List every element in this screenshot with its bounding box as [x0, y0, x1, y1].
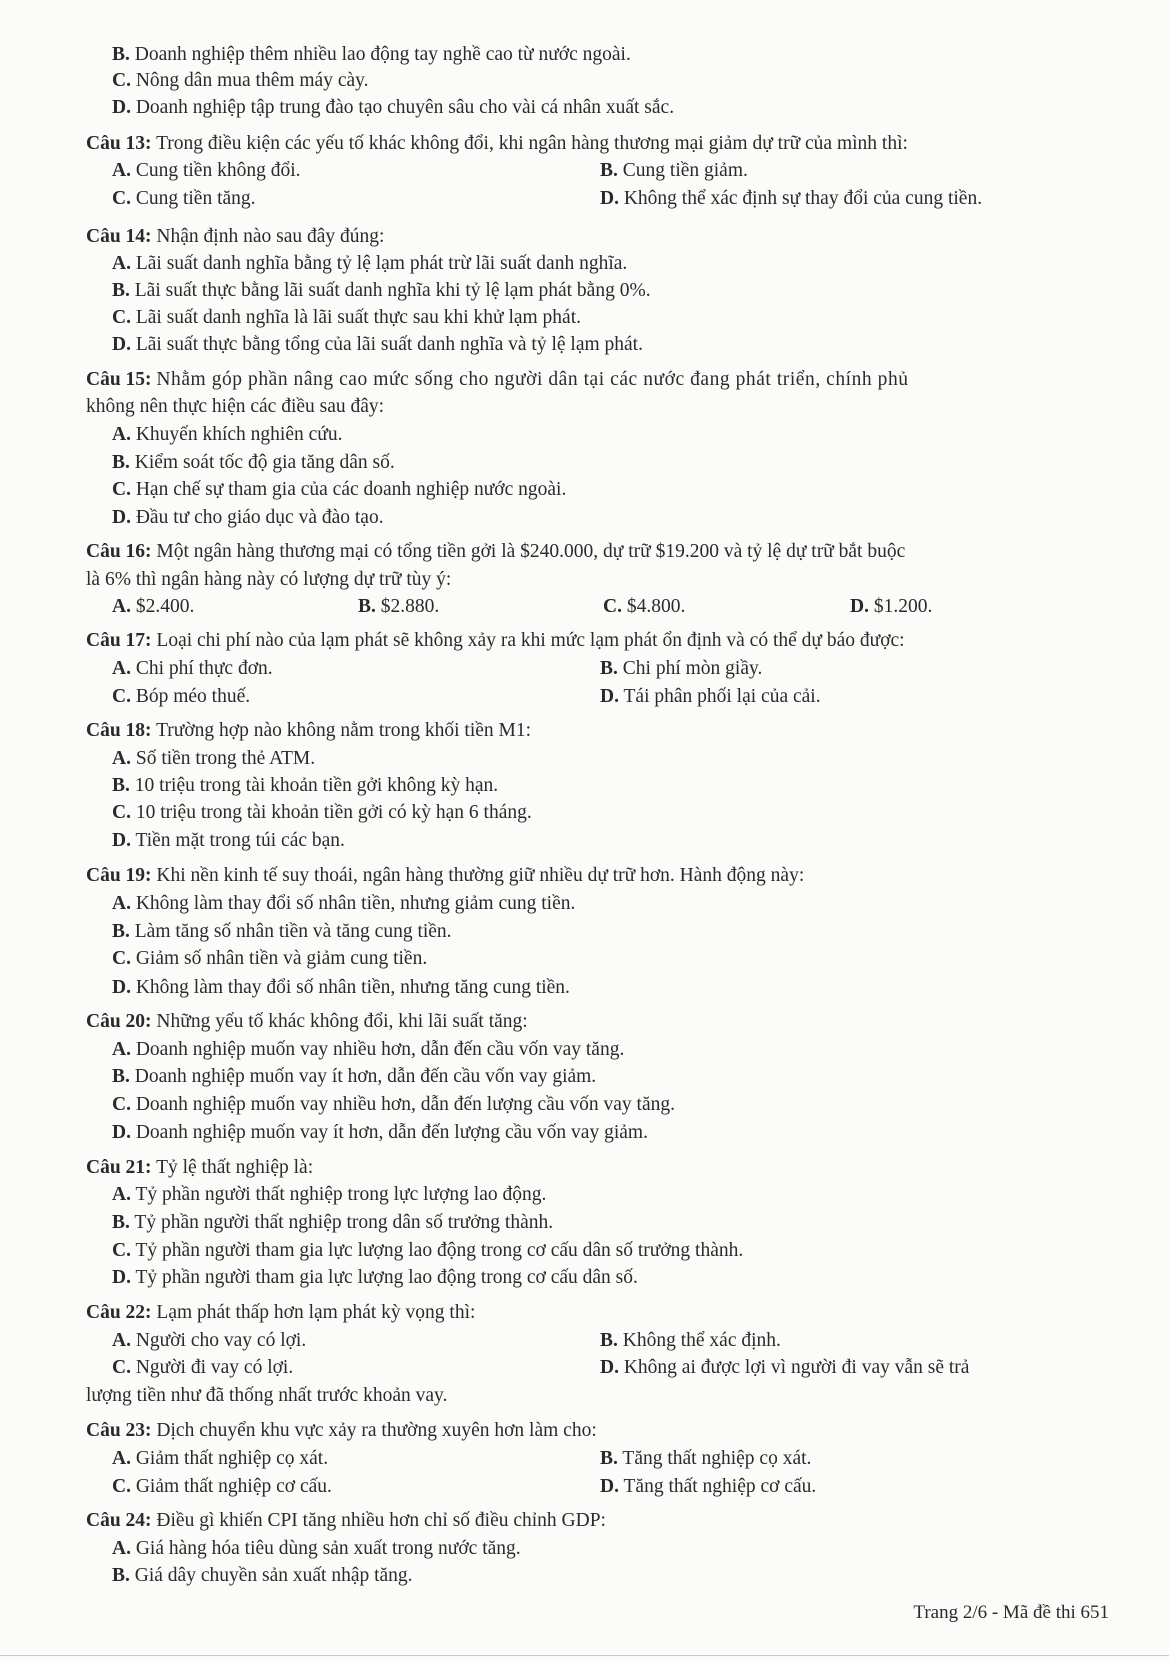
option-label: A.: [112, 1184, 131, 1205]
option-text: Tỷ phần người thất nghiệp trong dân số trưởng thành.: [134, 1212, 554, 1233]
question-text: Điều gì khiến CPI tăng nhiều hơn chỉ số điều chỉnh GDP:: [156, 1510, 606, 1531]
option-a: [112, 656, 273, 682]
option-label: B.: [112, 280, 130, 301]
question-text: Dịch chuyển khu vực xảy ra thường xuyên hơn làm cho:: [156, 1420, 597, 1441]
question-16: [86, 539, 905, 565]
question-14: [86, 224, 384, 250]
option-label: D.: [112, 1122, 131, 1143]
option-a: [112, 1446, 328, 1472]
option-continuation: lượng tiền như đã thống nhất trước khoản vay.: [86, 1385, 448, 1406]
question-text-continuation: không nên thực hiện các điều sau đây:: [86, 396, 385, 417]
option-text: Cung tiền không đổi.: [135, 160, 301, 181]
option-label: A.: [112, 893, 131, 914]
question-number: Câu 20:: [86, 1011, 152, 1032]
question-text-continuation: là 6% thì ngân hàng này có lượng dự trữ tùy ý:: [86, 569, 452, 590]
option-label: C.: [112, 307, 131, 328]
question-22: [86, 1300, 475, 1326]
option-a: [112, 251, 627, 277]
option-b: [600, 158, 748, 184]
question-number: Câu 13:: [86, 133, 152, 154]
question-number: Câu 19:: [86, 865, 152, 886]
option-b: [112, 1563, 413, 1589]
option-label: D.: [112, 334, 131, 355]
option-label: D.: [850, 596, 869, 617]
option-b: [112, 450, 395, 476]
option-a: [112, 1182, 546, 1208]
option-text: $4.800.: [626, 596, 686, 617]
option-label: D.: [112, 1267, 131, 1288]
option-c: [112, 1474, 332, 1500]
option-text: Giá dây chuyền sản xuất nhập tăng.: [134, 1565, 413, 1586]
option-label: C.: [112, 948, 131, 969]
option-d: [600, 684, 821, 710]
option-b: [600, 656, 762, 682]
option-label: D.: [112, 507, 131, 528]
option-text: Người đi vay có lợi.: [135, 1357, 294, 1378]
option-d: [600, 186, 982, 212]
page-footer: Trang 2/6 - Mã đề thi 651: [913, 1602, 1109, 1623]
option-b: [358, 594, 439, 620]
option-text: Đầu tư cho giáo dục và đào tạo.: [135, 507, 384, 528]
option-label: A.: [112, 748, 131, 769]
option-b: [112, 1210, 553, 1236]
option-text: Không ai được lợi vì người đi vay vẫn sẽ trả: [623, 1357, 970, 1378]
option-label: D.: [600, 188, 619, 209]
option-label: C.: [112, 70, 131, 91]
question-23: [86, 1418, 597, 1444]
option-d: [112, 332, 643, 358]
option-label: D.: [600, 686, 619, 707]
question-number: Câu 22:: [86, 1302, 152, 1323]
option-label: B.: [600, 1330, 618, 1351]
option-label: B.: [112, 1066, 130, 1087]
option-d: [112, 828, 345, 854]
option-label: B.: [112, 1212, 130, 1233]
question-21: [86, 1155, 313, 1181]
option-label: D.: [112, 97, 131, 118]
option-label: A.: [112, 658, 131, 679]
option-text: Giảm thất nghiệp cơ cấu.: [135, 1476, 332, 1497]
option-c: [112, 186, 256, 212]
option-a: [112, 422, 342, 448]
option-d: [850, 594, 932, 620]
option-label: A.: [112, 1039, 131, 1060]
option-text: Bóp méo thuế.: [135, 686, 251, 707]
option-label: B.: [600, 658, 618, 679]
option-d: [112, 975, 570, 1001]
option-text: Doanh nghiệp muốn vay ít hơn, dẫn đến cầu vốn vay giảm.: [134, 1066, 597, 1087]
question-number: Câu 16:: [86, 541, 152, 562]
option-label: A.: [112, 1448, 131, 1469]
option-text: Chi phí mòn giầy.: [622, 658, 763, 679]
option-label: B.: [112, 775, 130, 796]
option-d: [112, 505, 384, 531]
option-b: [600, 1328, 781, 1354]
option-label: B.: [600, 1448, 618, 1469]
option-text: Làm tăng số nhân tiền và tăng cung tiền.: [134, 921, 452, 942]
scan-edge-divider: [0, 1655, 1169, 1656]
option-text: Tỷ phần người tham gia lực lượng lao động trong cơ cấu dân số trưởng thành.: [135, 1240, 744, 1261]
option-text: Tiền mặt trong túi các bạn.: [135, 830, 345, 851]
option-text: Chi phí thực đơn.: [135, 658, 273, 679]
question-13: [86, 131, 908, 157]
option-text: Doanh nghiệp thêm nhiều lao động tay nghề cao từ nước ngoài.: [134, 44, 631, 65]
option-label: D.: [600, 1476, 619, 1497]
option-text: $1.200.: [873, 596, 933, 617]
option-text: Tái phân phối lại của cải.: [623, 686, 821, 707]
option-label: D.: [112, 830, 131, 851]
question-number: Câu 14:: [86, 226, 152, 247]
option-text: Tăng thất nghiệp cơ cấu.: [623, 1476, 817, 1497]
option-text: Lãi suất thực bằng lãi suất danh nghĩa khi tỷ lệ lạm phát bằng 0%.: [134, 280, 651, 301]
option-c: [112, 68, 369, 94]
option-label: B.: [112, 452, 130, 473]
option-c: [112, 305, 581, 331]
question-text: Trong điều kiện các yếu tố khác không đổi, khi ngân hàng thương mại giảm dự trữ của mình thì:: [156, 133, 908, 154]
option-text: Lãi suất thực bằng tổng của lãi suất danh nghĩa và tỷ lệ lạm phát.: [135, 334, 643, 355]
question-number: Câu 23:: [86, 1420, 152, 1441]
question-24: [86, 1508, 606, 1534]
option-label: C.: [112, 1357, 131, 1378]
option-label: C.: [112, 686, 131, 707]
option-label: B.: [112, 44, 130, 65]
option-c: [112, 946, 427, 972]
option-d: [600, 1474, 816, 1500]
option-label: A.: [112, 1538, 131, 1559]
option-label: C.: [112, 1094, 131, 1115]
option-b: [112, 278, 651, 304]
option-text: Doanh nghiệp muốn vay ít hơn, dẫn đến lượng cầu vốn vay giảm.: [135, 1122, 648, 1143]
option-text: Không thể xác định sự thay đổi của cung tiền.: [623, 188, 983, 209]
question-text: Trường hợp nào không nằm trong khối tiền M1:: [156, 720, 532, 741]
option-text: Nông dân mua thêm máy cày.: [135, 70, 369, 91]
option-a: [112, 1536, 521, 1562]
option-label: C.: [112, 1476, 131, 1497]
option-label: D.: [600, 1357, 619, 1378]
option-c: [112, 1238, 743, 1264]
question-15: [86, 367, 909, 393]
option-label: C.: [112, 188, 131, 209]
option-c: [112, 1092, 675, 1118]
option-text: Doanh nghiệp tập trung đào tạo chuyên sâu cho vài cá nhân xuất sắc.: [135, 97, 675, 118]
option-text: Cung tiền tăng.: [135, 188, 256, 209]
option-label: C.: [112, 802, 131, 823]
option-text: Hạn chế sự tham gia của các doanh nghiệp nước ngoài.: [135, 479, 567, 500]
option-label: B.: [112, 921, 130, 942]
option-label: A.: [112, 1330, 131, 1351]
option-text: Người cho vay có lợi.: [135, 1330, 307, 1351]
option-text: Lãi suất danh nghĩa bằng tỷ lệ lạm phát trừ lãi suất danh nghĩa.: [135, 253, 628, 274]
option-d: [112, 95, 674, 121]
question-text: Loại chi phí nào của lạm phát sẽ không xảy ra khi mức lạm phát ổn định và có thể dự báo được:: [156, 630, 905, 651]
question-text: Một ngân hàng thương mại có tổng tiền gởi là $240.000, dự trữ $19.200 và tỷ lệ dự trữ bắt buộc: [156, 541, 906, 562]
option-label: B.: [358, 596, 376, 617]
option-label: A.: [112, 596, 131, 617]
option-text: Tỷ phần người tham gia lực lượng lao động trong cơ cấu dân số.: [135, 1267, 638, 1288]
option-label: A.: [112, 253, 131, 274]
option-text: Lãi suất danh nghĩa là lãi suất thực sau khi khử lạm phát.: [135, 307, 582, 328]
question-number: Câu 21:: [86, 1157, 152, 1178]
question-text: Tỷ lệ thất nghiệp là:: [156, 1157, 314, 1178]
option-a: [112, 594, 194, 620]
option-text: 10 triệu trong tài khoản tiền gởi không kỳ hạn.: [134, 775, 499, 796]
option-text: Giá hàng hóa tiêu dùng sản xuất trong nước tăng.: [135, 1538, 521, 1559]
option-b: [112, 919, 452, 945]
option-label: C.: [603, 596, 622, 617]
option-text: Giảm số nhân tiền và giảm cung tiền.: [135, 948, 428, 969]
option-label: B.: [112, 1565, 130, 1586]
option-text: Số tiền trong thẻ ATM.: [135, 748, 316, 769]
option-label: A.: [112, 160, 131, 181]
option-d: [112, 1120, 648, 1146]
question-text: Nhằm góp phần nâng cao mức sống cho người dân tại các nước đang phát triển, chính phủ: [156, 369, 909, 390]
option-b: [112, 773, 498, 799]
question-number: Câu 17:: [86, 630, 152, 651]
question-number: Câu 15:: [86, 369, 152, 390]
option-a: [112, 1037, 624, 1063]
option-text: Không thể xác định.: [622, 1330, 781, 1351]
option-text: Giảm thất nghiệp cọ xát.: [135, 1448, 329, 1469]
option-text: Không làm thay đổi số nhân tiền, nhưng giảm cung tiền.: [135, 893, 576, 914]
question-18: [86, 718, 531, 744]
option-text: Tỷ phần người thất nghiệp trong lực lượng lao động.: [135, 1184, 547, 1205]
option-text: Khuyến khích nghiên cứu.: [135, 424, 343, 445]
option-text: 10 triệu trong tài khoản tiền gởi có kỳ hạn 6 tháng.: [135, 802, 532, 823]
option-c: [603, 594, 685, 620]
option-label: A.: [112, 424, 131, 445]
option-text: Kiểm soát tốc độ gia tăng dân số.: [134, 452, 395, 473]
question-number: Câu 24:: [86, 1510, 152, 1531]
question-19: [86, 863, 804, 889]
question-text: Khi nền kinh tế suy thoái, ngân hàng thường giữ nhiều dự trữ hơn. Hành động này:: [156, 865, 805, 886]
option-label: C.: [112, 479, 131, 500]
option-c: [112, 1355, 293, 1381]
option-a: [112, 891, 575, 917]
option-text: Không làm thay đổi số nhân tiền, nhưng tăng cung tiền.: [135, 977, 570, 998]
question-text: Nhận định nào sau đây đúng:: [156, 226, 385, 247]
option-c: [112, 684, 250, 710]
option-c: [112, 477, 566, 503]
option-text: Doanh nghiệp muốn vay nhiều hơn, dẫn đến lượng cầu vốn vay tăng.: [135, 1094, 676, 1115]
option-text: Tăng thất nghiệp cọ xát.: [622, 1448, 812, 1469]
option-text: Doanh nghiệp muốn vay nhiều hơn, dẫn đến cầu vốn vay tăng.: [135, 1039, 625, 1060]
option-label: C.: [112, 1240, 131, 1261]
question-20: [86, 1009, 528, 1035]
option-b: [112, 1064, 596, 1090]
option-d: [112, 1265, 638, 1291]
option-a: [112, 1328, 306, 1354]
option-text: $2.400.: [135, 596, 195, 617]
question-17: [86, 628, 905, 654]
option-text: Cung tiền giảm.: [622, 160, 748, 181]
option-label: D.: [112, 977, 131, 998]
option-label: B.: [600, 160, 618, 181]
option-b: [112, 42, 631, 68]
option-b: [600, 1446, 811, 1472]
option-a: [112, 746, 315, 772]
option-text: $2.880.: [380, 596, 440, 617]
question-text: Những yếu tố khác không đổi, khi lãi suất tăng:: [156, 1011, 528, 1032]
question-number: Câu 18:: [86, 720, 152, 741]
option-d: [600, 1355, 969, 1381]
question-text: Lạm phát thấp hơn lạm phát kỳ vọng thì:: [156, 1302, 476, 1323]
option-a: [112, 158, 301, 184]
option-c: [112, 800, 532, 826]
